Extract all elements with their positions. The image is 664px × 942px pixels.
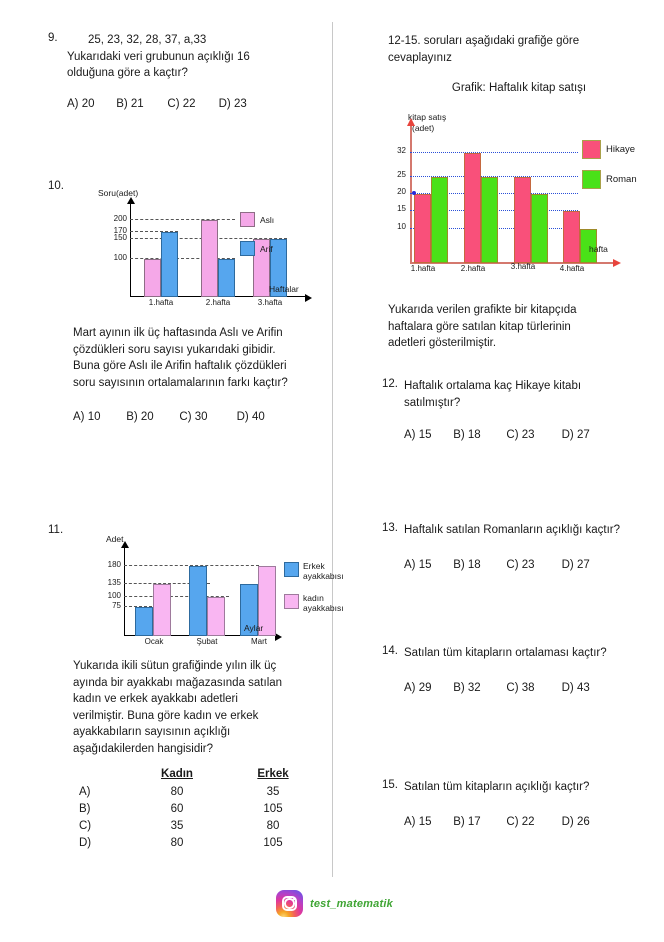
answer-row-c-erkek: 80 [266, 819, 280, 832]
question-11 [48, 524, 344, 851]
instagram-handle: test_matematik [310, 897, 393, 910]
chart12-bar-roman-week1 [431, 177, 448, 263]
question-11-line-2: ayında bir ayakkabı mağazasında satılan [73, 676, 283, 689]
chart10-legend-swatch-asli [240, 212, 255, 227]
chart-questions-12-15 [384, 104, 662, 280]
caption-line-1: Yukarıda verilen grafikte bir kitapçıda [388, 304, 577, 316]
question-9 [48, 32, 328, 110]
chart12-bar-roman-week2 [481, 177, 498, 263]
chart10-bar-asli-week2 [201, 220, 218, 297]
question-13-option-a[interactable]: A) 15 [404, 558, 432, 571]
question-11-line-5: ayakkabıların sayısının açıklığı [73, 726, 231, 738]
chart11-xlabel-ocak: Ocak [144, 637, 164, 646]
question-10-number: 10. [48, 180, 64, 192]
chart10-bar-arif-week1 [161, 232, 178, 298]
question-11-answer-table [73, 767, 321, 851]
chart12-y-axis-title-line2: (adet) [412, 123, 435, 133]
chart10-ytick-150: 150 [113, 233, 127, 243]
chart11-ytick-180: 180 [107, 560, 121, 569]
chart11-bar-kadin-subat [207, 597, 225, 636]
answer-table-header-row [73, 767, 321, 783]
chart10-ytick-100: 100 [113, 252, 127, 262]
question-10-option-c[interactable]: C) 30 [179, 411, 208, 423]
question-12-option-d[interactable]: D) 27 [561, 429, 590, 441]
chart11-bar-kadin-ocak [153, 584, 171, 637]
question-9-data-line: 25, 23, 32, 28, 37, a,33 [88, 34, 207, 46]
question-13-number: 13. [382, 522, 398, 534]
chart10-bar-arif-week2 [218, 259, 235, 298]
answer-row-b-kadin: 60 [170, 802, 184, 815]
answer-row-b-erkek: 105 [263, 802, 283, 815]
question-12-option-a[interactable]: A) 15 [404, 429, 432, 441]
chart12-y-axis [410, 126, 412, 263]
question-11-line-6: aşağıdakilerden hangisidir? [73, 742, 214, 755]
question-9-number: 9. [48, 32, 58, 44]
question-9-option-d[interactable]: D) 23 [218, 97, 247, 110]
chart-title: Grafik: Haftalık kitap satışı [451, 82, 587, 94]
answer-row-a-erkek: 35 [266, 785, 280, 798]
table-row[interactable] [73, 783, 321, 800]
question-11-line-3: kadın ve erkek ayakkabı adetleri [73, 693, 238, 705]
chart12-y-axis-arrow [407, 118, 415, 126]
question-15-option-c[interactable]: C) 22 [506, 815, 535, 828]
question-12 [382, 378, 662, 441]
question-10-option-d[interactable]: D) 40 [236, 411, 265, 423]
caption-line-2: haftalara göre satılan kitap türlerinin [388, 320, 571, 333]
question-10-options [73, 411, 332, 423]
chart12-ytick-25: 25 [397, 170, 406, 179]
question-12-option-c[interactable]: C) 23 [506, 429, 535, 441]
instagram-icon[interactable] [276, 890, 303, 917]
chart12-bar-hikaye-week3 [514, 177, 531, 263]
chart12-xlabel-week3: 3.hafta [510, 262, 536, 271]
question-14-line-1: Satılan tüm kitapların ortalaması kaçtır? [404, 647, 607, 659]
chart12-bar-hikaye-week4 [563, 211, 580, 263]
chart12-ytick-32: 32 [397, 146, 406, 155]
chart10-legend-label-asli: Aslı [260, 215, 275, 225]
question-14-option-b[interactable]: B) 32 [453, 681, 481, 694]
question-9-option-c[interactable]: C) 22 [167, 97, 196, 110]
chart12-ytick-15: 15 [397, 204, 406, 214]
chart12-x-axis-arrow [613, 259, 621, 267]
question-9-option-a[interactable]: A) 20 [67, 97, 95, 110]
caption-line-3: adetleri gösterilmiştir. [388, 337, 497, 349]
chart12-bar-hikaye-week1 [414, 194, 431, 263]
instagram-camera-glyph [282, 896, 297, 911]
intro-line-2: cevaplayınız [388, 51, 452, 64]
answer-row-d-label: D) [79, 836, 92, 849]
chart12-data-marker [412, 191, 416, 195]
chart10-gridline-200 [130, 219, 235, 220]
chart12-xlabel-week1: 1.hafta [410, 264, 436, 273]
column-divider [332, 22, 333, 877]
question-11-line-4: verilmiştir. Buna göre kadın ve erkek [73, 709, 259, 722]
chart11-legend-swatch-erkek [284, 562, 299, 577]
chart11-y-axis-title: Adet [106, 534, 124, 544]
question-14-options [404, 682, 664, 694]
answer-row-c-kadin: 35 [170, 819, 184, 832]
question-10-line-3: Buna göre Aslı ile Arifin haftalık çözdükleri [73, 360, 287, 372]
chart11-legend-label-kadin: kadın ayakkabısı [303, 593, 344, 613]
question-12-options [404, 429, 662, 441]
question-10 [48, 180, 332, 423]
question-10-option-b[interactable]: B) 20 [126, 411, 154, 423]
question-10-option-a[interactable]: A) 10 [73, 411, 101, 423]
question-14-number: 14. [382, 645, 398, 657]
question-15-options [404, 816, 664, 828]
watermark [276, 890, 393, 917]
chart10-y-axis-arrow [127, 197, 135, 204]
chart10-xlabel-week2: 2.hafta [205, 298, 231, 307]
question-14-option-a[interactable]: A) 29 [404, 681, 432, 694]
question-13-options [404, 559, 664, 571]
question-11-number: 11. [48, 524, 64, 536]
chart-question-11 [62, 534, 344, 652]
question-15 [382, 779, 664, 828]
answer-row-a-label: A) [79, 785, 91, 798]
question-15-option-d[interactable]: D) 26 [561, 815, 590, 828]
chart10-y-axis-title: Soru(adet) [98, 188, 139, 198]
question-12-line-2: satılmıştır? [404, 396, 461, 409]
question-14 [382, 645, 664, 694]
question-10-line-1: Mart ayının ilk üç haftasında Aslı ve Arifin [73, 327, 283, 339]
question-9-line-1: Yukarıdaki veri grubunun açıklığı 16 [67, 50, 250, 63]
chart11-bar-erkek-subat [189, 566, 207, 636]
chart11-ytick-135: 135 [107, 577, 121, 587]
chart12-gridline-32 [410, 152, 578, 153]
question-9-options [67, 98, 328, 110]
chart10-xlabel-week3: 3.hafta [257, 298, 283, 307]
chart10-ytick-200: 200 [113, 214, 127, 223]
question-12-option-b[interactable]: B) 18 [453, 429, 481, 441]
chart12-y-axis-title-line1: kitap satış [408, 112, 447, 122]
chart10-legend-label-arif: Arif [260, 244, 273, 254]
question-13-option-b[interactable]: B) 18 [453, 558, 481, 571]
chart12-legend-swatch-roman [582, 170, 601, 189]
answer-table-header-kadin: Kadın [161, 768, 193, 780]
chart11-bar-erkek-ocak [135, 607, 153, 636]
chart11-legend-swatch-kadin [284, 594, 299, 609]
question-9-line-2: olduğuna göre a kaçtır? [67, 67, 188, 79]
question-13 [382, 522, 664, 571]
question-13-line-1: Haftalık satılan Romanların açıklığı kaçtır? [404, 524, 621, 536]
chart10-x-axis-title: Haftalar [269, 284, 299, 294]
question-12-number: 12. [382, 378, 398, 390]
question-12-line-1: Haftalık ortalama kaç Hikaye kitabı [404, 380, 582, 392]
answer-table-header-erkek: Erkek [257, 768, 289, 780]
chart10-y-axis [130, 204, 131, 297]
chart11-x-axis-title: Aylar [244, 623, 264, 633]
table-row[interactable] [73, 800, 321, 817]
answer-row-d-erkek: 105 [263, 836, 283, 849]
right-column-intro [388, 33, 658, 66]
chart-question-10 [82, 188, 332, 313]
answer-table-header-blank [73, 767, 129, 783]
chart12-legend-label-hikaye: Hikaye [606, 144, 636, 155]
question-13-option-c[interactable]: C) 23 [506, 558, 535, 571]
chart12-ytick-20: 20 [397, 187, 406, 197]
chart12-x-axis-title: hafta [589, 244, 608, 254]
question-13-option-d[interactable]: D) 27 [561, 558, 590, 571]
question-14-option-d[interactable]: D) 43 [561, 681, 590, 694]
chart11-ytick-75: 75 [112, 600, 121, 610]
chart12-bar-hikaye-week2 [464, 153, 481, 263]
question-11-line-1: Yukarıda ikili sütun grafiğinde yılın ilk üç [73, 660, 277, 672]
question-15-option-b[interactable]: B) 17 [453, 815, 481, 828]
chart11-legend-label-erkek: Erkek ayakkabısı [303, 561, 344, 581]
chart10-ytick-170: 170 [113, 225, 127, 235]
chart11-y-axis-arrow [121, 541, 129, 548]
chart12-xlabel-week2: 2.hafta [460, 264, 486, 273]
answer-row-d-kadin: 80 [170, 836, 184, 849]
table-row[interactable] [73, 817, 321, 834]
chart12-legend-swatch-hikaye [582, 140, 601, 159]
question-15-number: 15. [382, 779, 398, 791]
answer-row-b-label: B) [79, 802, 91, 815]
question-10-line-4: soru sayısının ortalamalarının farkı kaçtır? [73, 376, 288, 389]
table-row[interactable] [73, 834, 321, 851]
intro-line-1: 12-15. soruları aşağıdaki grafiğe göre [388, 35, 580, 47]
chart11-xlabel-subat: Şubat [196, 637, 218, 646]
chart11-y-axis [124, 548, 125, 636]
question-10-line-2: çözdükleri soru sayısı yukarıdaki gibidir. [73, 343, 276, 356]
chart10-bar-asli-week1 [144, 259, 161, 298]
chart11-xlabel-mart: Mart [251, 637, 267, 646]
question-9-option-b[interactable]: B) 21 [116, 97, 144, 110]
chart11-ytick-100: 100 [107, 591, 121, 601]
answer-row-c-label: C) [79, 819, 92, 832]
chart10-xlabel-week1: 1.hafta [148, 298, 174, 307]
answer-row-a-kadin: 80 [170, 785, 184, 798]
chart12-xlabel-week4: 4.hafta [559, 264, 585, 273]
chart-caption [388, 302, 658, 352]
chart12-legend-label-roman: Roman [606, 174, 637, 185]
question-14-option-c[interactable]: C) 38 [506, 681, 535, 694]
chart12-bar-roman-week3 [531, 194, 548, 263]
chart12-ytick-10: 10 [397, 221, 406, 231]
chart10-legend-swatch-arif [240, 241, 255, 256]
chart10-x-axis-arrow [305, 294, 312, 302]
question-15-option-a[interactable]: A) 15 [404, 815, 432, 828]
question-15-line-1: Satılan tüm kitapların açıklığı kaçtır? [404, 781, 590, 793]
